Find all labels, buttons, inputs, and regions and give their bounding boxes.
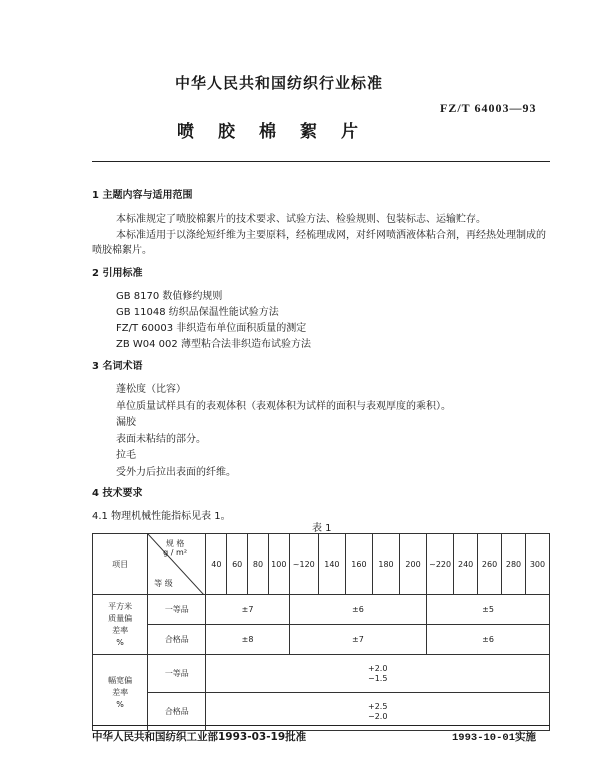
grade-first: 一等品	[148, 595, 206, 625]
spec-value: 240	[454, 534, 478, 595]
row-group-mass-deviation: 平方米 质量偏 差率 %	[93, 595, 148, 655]
footer-rule	[92, 725, 550, 726]
term-definition: 单位质量试样具有的表观体积（表观体积为试样的面积与表观厚度的乘积）。	[116, 401, 451, 412]
reference-item: GB 8170 数值修约规则	[116, 291, 223, 302]
spec-value: 40	[206, 534, 227, 595]
term: 蓬松度（比容）	[116, 384, 186, 395]
spec-value: 200	[400, 534, 427, 595]
table-caption: 表 1	[312, 523, 332, 534]
spec-value: 180	[372, 534, 399, 595]
section-2-heading: 2 引用标准	[92, 268, 143, 279]
spec-value: 260	[478, 534, 502, 595]
table-row	[93, 625, 550, 655]
clause-4-1: 4.1 物理机械性能指标见表 1。	[92, 511, 231, 522]
header-diagonal-cell	[148, 534, 206, 595]
grade-label: 等 级	[154, 579, 173, 588]
spec-table	[92, 533, 550, 731]
section-1-paragraph-2: 本标准适用于以涤纶短纤维为主要原料，经梳理成网，对纤网喷洒液体粘合剂，再经热处理制成的	[116, 230, 546, 241]
grade-pass: 合格品	[148, 693, 206, 731]
reference-item: GB 11048 纺织品保温性能试验方法	[116, 307, 279, 318]
table-row	[93, 595, 550, 625]
header-item-cell: 项目	[93, 534, 148, 595]
standard-name: 喷胶棉絮片	[177, 122, 382, 142]
table-value: ±7	[206, 595, 289, 625]
spec-value: 100	[268, 534, 289, 595]
spec-value: 280	[502, 534, 526, 595]
table-row	[93, 655, 550, 693]
table-value: ±5	[427, 595, 550, 625]
table-value: ±6	[289, 595, 426, 625]
table-value: +2.5 −2.0	[206, 693, 550, 731]
header-rule	[92, 161, 550, 162]
spec-value: 160	[345, 534, 372, 595]
term-definition: 表面未粘结的部分。	[116, 434, 206, 445]
spec-value: ~220	[427, 534, 454, 595]
spec-value: 80	[248, 534, 269, 595]
grade-first: 一等品	[148, 655, 206, 693]
table-value: ±6	[427, 625, 550, 655]
row-group-width-deviation: 幅宽偏 差率 %	[93, 655, 148, 731]
table-header-row	[93, 534, 550, 595]
spec-value: ~120	[289, 534, 318, 595]
term: 漏胶	[116, 417, 136, 428]
grade-pass: 合格品	[148, 625, 206, 655]
standard-category: 中华人民共和国纺织行业标准	[175, 74, 384, 92]
table-value: ±7	[289, 625, 426, 655]
effective-date: 1993-10-01实施	[452, 732, 537, 744]
section-3-heading: 3 名词术语	[92, 361, 143, 372]
section-4-heading: 4 技术要求	[92, 488, 143, 499]
standard-code: FZ/T 64003—93	[440, 101, 537, 115]
section-1-heading: 1 主题内容与适用范围	[92, 190, 193, 201]
spec-value: 300	[525, 534, 549, 595]
table-value: ±8	[206, 625, 289, 655]
reference-item: FZ/T 60003 非织造布单位面积质量的测定	[116, 323, 307, 334]
term-definition: 受外力后拉出表面的纤维。	[116, 467, 236, 478]
section-1-paragraph-2-cont: 喷胶棉絮片。	[92, 245, 152, 256]
spec-label: 规 格	[165, 539, 185, 548]
section-1-paragraph-1: 本标准规定了喷胶棉絮片的技术要求、试验方法、检验规则、包装标志、运输贮存。	[116, 214, 486, 225]
term: 拉毛	[116, 450, 136, 461]
issuer-approval: 中华人民共和国纺织工业部1993-03-19批准	[92, 731, 307, 743]
spec-value: 140	[318, 534, 345, 595]
spec-unit: g / m²	[163, 548, 188, 557]
table-value: +2.0 −1.5	[206, 655, 550, 693]
spec-value: 60	[227, 534, 248, 595]
reference-item: ZB W04 002 薄型粘合法非织造布试验方法	[116, 339, 311, 350]
